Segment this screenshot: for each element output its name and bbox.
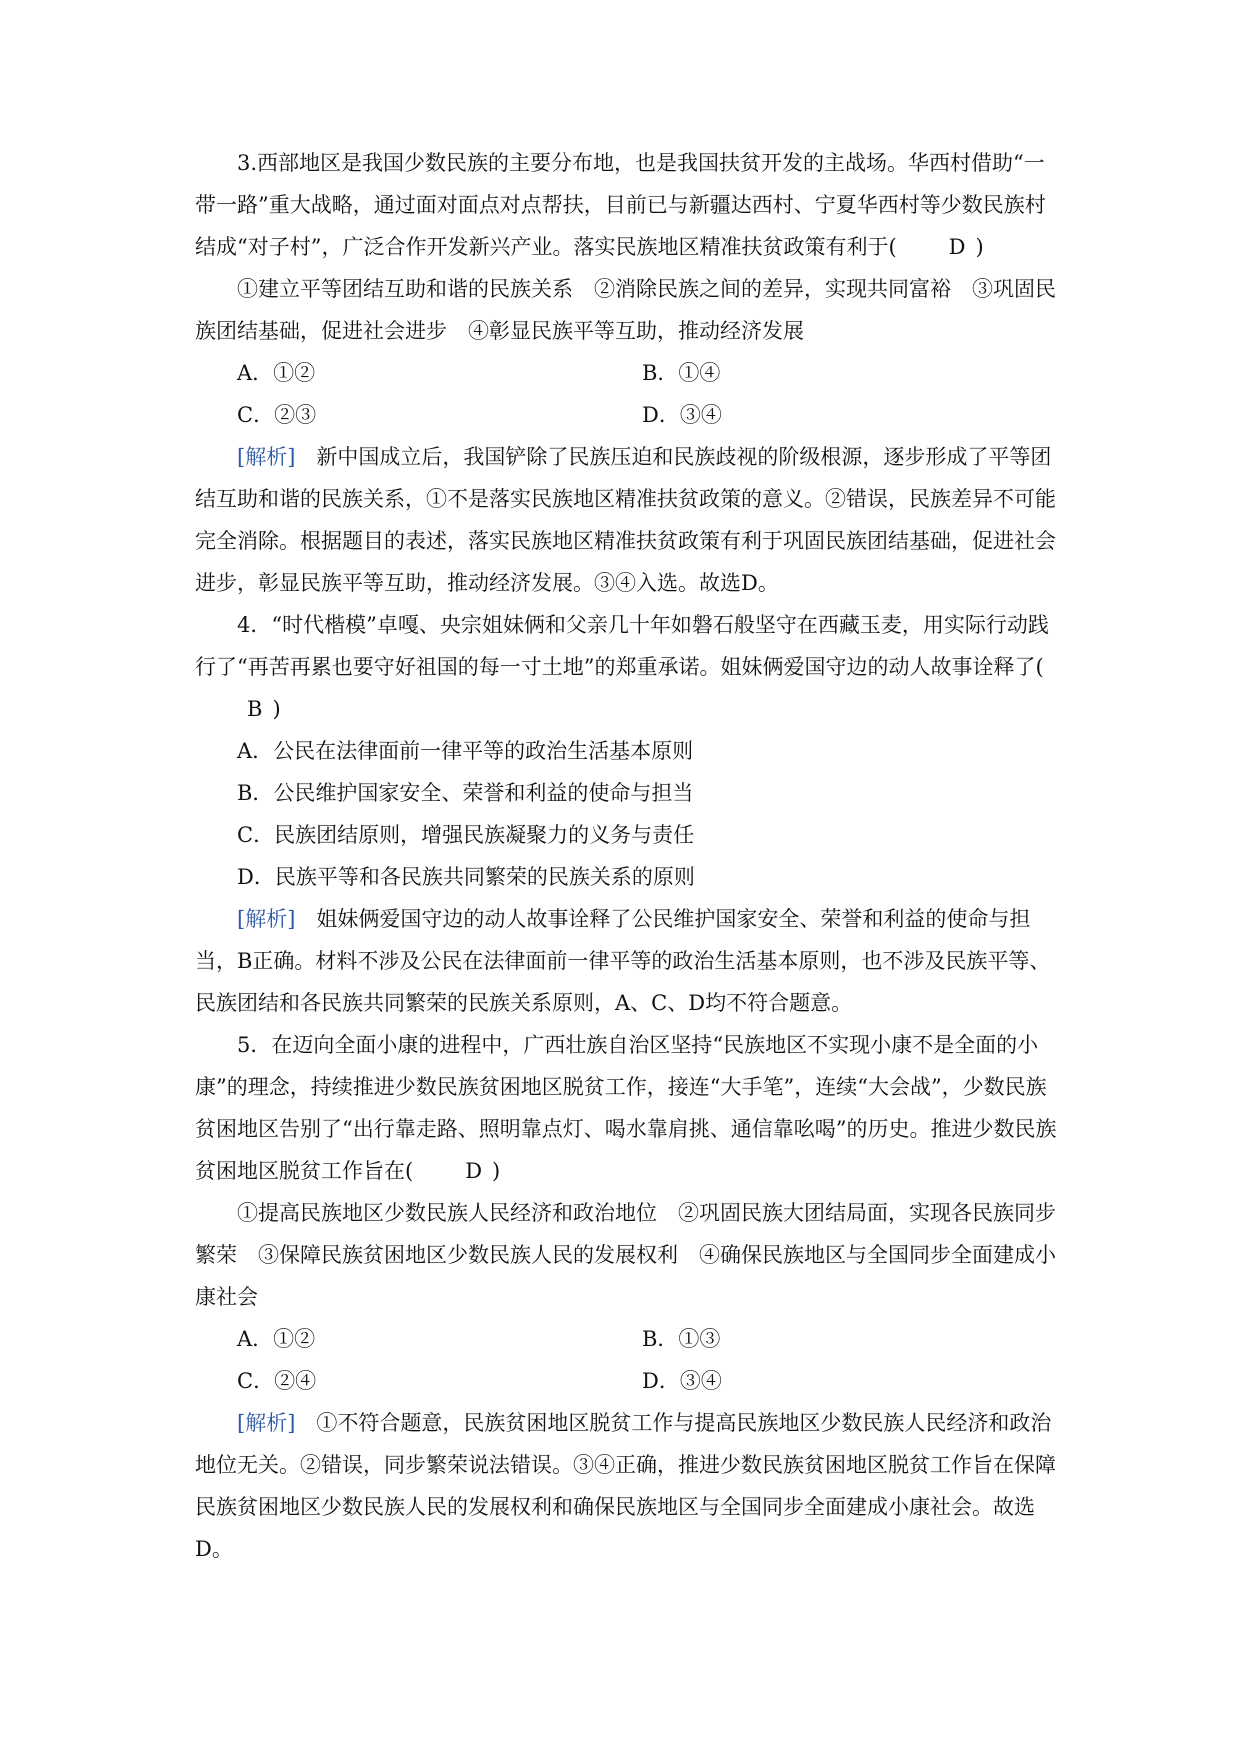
analysis-tag: [解析] [237,445,296,469]
question-4-option-a: A．公民在法律面前一律平等的政治生活基本原则 [237,739,694,763]
question-4-answer: B [247,697,263,721]
question-5-options-row-2 [195,1360,1062,1402]
question-5-options-row-1 [195,1318,1062,1360]
question-5-statements: ①提高民族地区少数民族人民经济和政治地位 ②巩固民族大团结局面，实现各民族同步繁荣 ③保障民族贫困地区少数民族人民的发展权利 ④确保民族地区与全国同步全面建成小康社会 [195,1201,1056,1309]
question-4-analysis-text: 姐妹俩爱国守边的动人故事诠释了公民维护国家安全、荣誉和利益的使命与担当，B正确。材料不涉及公民在法律面前一律平等的政治生活基本原则，也不涉及民族平等、民族团结和各民族共同繁荣的民族关系原则，A、C、D均不符合题意。 [195,907,1051,1015]
question-3-options-row-2 [195,394,1062,436]
question-3-paren: ) [975,235,984,259]
question-3-option-a: A．①② [237,361,316,385]
question-3-answer: D [948,235,966,259]
question-5-analysis-text: ①不符合题意，民族贫困地区脱贫工作与提高民族地区少数民族人民经济和政治地位无关。②错误，同步繁荣说法错误。③④正确，推进少数民族贫困地区脱贫工作旨在保障民族贫困地区少数民族人民的发展权利和确保民族地区与全国同步全面建成小康社会。故选D。 [195,1411,1056,1561]
question-4-analysis [195,898,1062,1024]
question-5-text: 5．在迈向全面小康的进程中，广西壮族自治区坚持“民族地区不实现小康不是全面的小康”的理念，持续推进少数民族贫困地区脱贫工作，接连“大手笔”，连续“大会战”，少数民族贫困地区告别了“出行靠走路、照明靠点灯、喝水靠肩挑、通信靠吆喝”的历史。推进少数民族贫困地区脱贫工作旨在( [195,1033,1057,1183]
question-4-text: 4．“时代楷模”卓嘎、央宗姐妹俩和父亲几十年如磐石般坚守在西藏玉麦，用实际行动践行了“再苦再累也要守好祖国的每一寸土地”的郑重承诺。姐妹俩爱国守边的动人故事诠释了( [195,613,1049,679]
question-3-statements: ①建立平等团结互助和谐的民族关系 ②消除民族之间的差异，实现共同富裕 ③巩固民族团结基础，促进社会进步 ④彰显民族平等互助，推动经济发展 [195,277,1056,343]
question-3-option-d: D．③④ [642,403,722,427]
question-4-paren: ) [272,697,281,721]
question-3-stem [195,142,1062,268]
question-5-option-d: D．③④ [642,1369,722,1393]
question-3-options-row-1 [195,352,1062,394]
document-content [195,142,1062,1570]
analysis-tag: [解析] [237,907,296,931]
question-4-stem [195,604,1062,730]
question-5-analysis [195,1402,1062,1570]
question-3-analysis-text: 新中国成立后，我国铲除了民族压迫和民族歧视的阶级根源，逐步形成了平等团结互助和谐的民族关系，①不是落实民族地区精准扶贫政策的意义。②错误，民族差异不可能完全消除。根据题目的表述，落实民族地区精准扶贫政策有利于巩固民族团结基础，促进社会进步，彰显民族平等互助，推动经济发展。③④入选。故选D。 [195,445,1056,595]
analysis-tag: [解析] [237,1411,296,1435]
question-5-option-a: A．①② [237,1327,316,1351]
question-5-option-c: C．②④ [237,1369,317,1393]
question-4-option-c: C．民族团结原则，增强民族凝聚力的义务与责任 [237,823,695,847]
question-5-option-b: B．①③ [642,1327,721,1351]
question-5-stem [195,1024,1062,1192]
question-3-analysis [195,436,1062,604]
question-5-answer: D [465,1159,483,1183]
question-3-text: 3.西部地区是我国少数民族的主要分布地，也是我国扶贫开发的主战场。华西村借助“一带一路”重大战略，通过面对面点对点帮扶，目前已与新疆达西村、宁夏华西村等少数民族村结成“对子村”，广泛合作开发新兴产业。落实民族地区精准扶贫政策有利于( [195,151,1046,259]
question-5-paren: ) [492,1159,501,1183]
question-4-option-b: B．公民维护国家安全、荣誉和利益的使命与担当 [237,781,694,805]
question-4-option-d: D．民族平等和各民族共同繁荣的民族关系的原则 [237,865,695,889]
question-3-option-c: C．②③ [237,403,317,427]
question-3-option-b: B．①④ [642,361,721,385]
